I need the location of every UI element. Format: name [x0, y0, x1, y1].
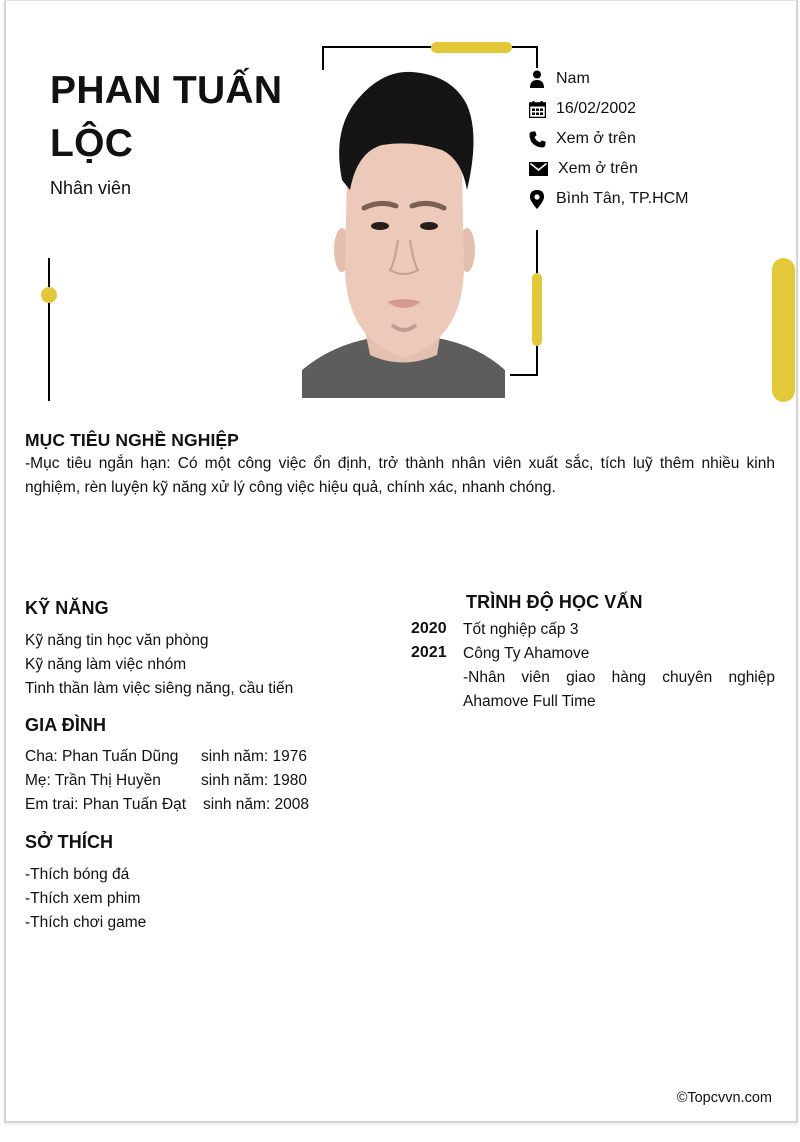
hobby-item: -Thích bóng đá	[25, 866, 130, 883]
envelope-icon	[528, 160, 548, 178]
phone-value: Xem ở trên	[556, 130, 636, 147]
photo-frame-top-accent	[431, 42, 512, 53]
name-line-2: LỘC	[50, 122, 134, 165]
skills-title: KỸ NĂNG	[25, 598, 109, 618]
candidate-role: Nhân viên	[50, 178, 132, 198]
left-decor-line	[48, 258, 50, 401]
photo-frame-bottom	[510, 374, 538, 376]
education-title: TRÌNH ĐỘ HỌC VẤN	[466, 592, 643, 612]
family-member-name: Cha: Phan Tuấn Dũng	[25, 748, 179, 765]
contact-email	[528, 160, 638, 178]
person-icon	[528, 70, 546, 88]
photo-frame-right-accent	[532, 273, 542, 346]
education-detail: Tốt nghiệp cấp 3	[463, 621, 579, 638]
phone-icon	[528, 130, 546, 148]
profile-photo	[302, 70, 505, 398]
education-year: 2020	[411, 620, 447, 637]
family-member-name: Em trai: Phan Tuấn Đạt	[25, 796, 187, 813]
photo-frame-right-top	[536, 46, 538, 68]
hobbies-title: SỞ THÍCH	[25, 832, 114, 852]
hobby-item: -Thích xem phim	[25, 890, 141, 907]
contact-birthdate	[528, 100, 636, 118]
contact-gender	[528, 70, 590, 88]
photo-frame-left	[322, 46, 324, 71]
address-value: Bình Tân, TP.HCM	[556, 190, 689, 207]
skill-item: Kỹ năng tin học văn phòng	[25, 632, 209, 649]
family-member-name: Mẹ: Trần Thị Huyền	[25, 772, 161, 789]
candidate-name	[50, 64, 310, 170]
family-member-birth: sinh năm: 1980	[201, 772, 307, 789]
skill-item: Kỹ năng làm việc nhóm	[25, 656, 187, 673]
left-decor-dot	[41, 287, 57, 303]
family-title: GIA ĐÌNH	[25, 715, 107, 735]
objective-title: MỤC TIÊU NGHỀ NGHIỆP	[25, 430, 239, 450]
contact-phone	[528, 130, 636, 148]
right-edge-accent	[772, 258, 795, 402]
family-member-birth: sinh năm: 2008	[203, 796, 309, 813]
hobby-item: -Thích chơi game	[25, 914, 147, 931]
birthdate-value: 16/02/2002	[556, 100, 637, 117]
skill-item: Tinh thần làm việc siêng năng, cầu tiến	[25, 680, 294, 697]
footer-copyright: ©Topcvvn.com	[676, 1090, 772, 1106]
location-pin-icon	[528, 190, 546, 208]
objective-text: -Mục tiêu ngắn hạn: Có một công việc ổn định, trở thành nhân viên xuất sắc, tích luỹ thêm nhiều kinh nghiệm, rèn luyện kỹ năng xử lý công việc hiệu quả, chính xác, nhanh chóng.	[25, 455, 775, 496]
name-line-1: PHAN TUẤN	[50, 69, 283, 112]
gender-value: Nam	[556, 70, 590, 87]
education-detail: -Nhân viên giao hàng chuyên nghiệp Ahamove Full Time	[463, 669, 775, 710]
calendar-icon	[528, 100, 546, 118]
education-year: 2021	[411, 644, 447, 661]
contact-address	[528, 190, 689, 208]
family-member-birth: sinh năm: 1976	[201, 748, 307, 765]
email-value: Xem ở trên	[558, 160, 638, 177]
education-detail: Công Ty Ahamove	[463, 645, 590, 662]
